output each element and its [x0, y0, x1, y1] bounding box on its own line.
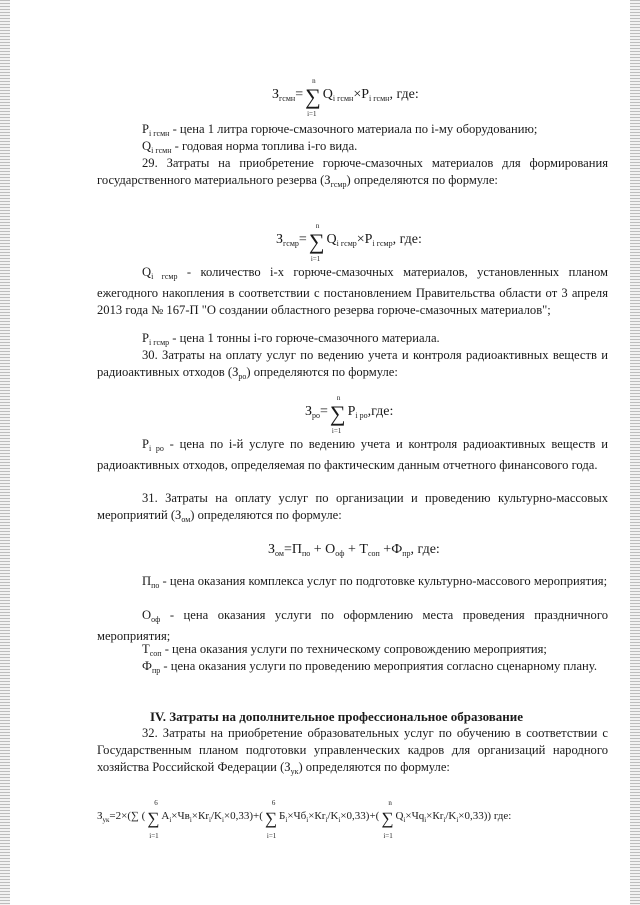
sum-symbol: ∑ n i=1 [305, 77, 321, 118]
definition-p-po: $П_{по}$ - цена оказания комплекса услуг по подготовке культурно-массового мероприятия; [142, 574, 608, 590]
sum-symbol: ∑ 6 i=1 [264, 799, 278, 840]
formula-uk: $З_{ук}=2\times(\sum$ ( ∑ 6 i=1 $A_i\times Чв_i\times Кr_i/K_i\times 0,33)+$( ∑ 6 i=1 $Б_i\times Чб_i\times Кr_i/K_i\times 0,33)+$( ∑ n i=1 $Q_i\times Чq_i\times Кr_i/K_i\times 0,33$)) где: [97, 799, 512, 840]
definition-p-gsmr: $P_{i гсмр}$ - цена 1 тонны i-го горюче-смазочного материала. [142, 331, 440, 347]
formula-gsmn: $З_{гсмн}=\sum$ n i=1 $Q_{i гсмн}\times P_{i гсмн}$, где: [272, 77, 419, 118]
definition-q-gsmr: $Q_{i гсмр}$ - количество i-х горюче-смазочных материалов, установленных планом ежегодного накопления в соответствии с постановлением Правительства области от 3 апреля 2013 года № 167-П "О создании областного резерва горюче-смазочных материалов"; [97, 265, 608, 317]
definition-o-of: $О_{оф}$ - цена оказания услуги по оформлению места проведения праздничного мероприятия; [97, 608, 608, 643]
sum-symbol: ∑ n i=1 [329, 394, 346, 435]
paragraph-30: 30. Затраты на оплату услуг по ведению учета и контроля радиоактивных веществ и радиоактивных отходов $(З_{ро})$ определяются по формуле: [97, 348, 608, 381]
section-heading: IV. Затраты на дополнительное профессиональное образование [150, 709, 524, 724]
paragraph-32: 32. Затраты на приобретение образовательных услуг по обучению в соответствии с Государственным планом подготовки управленческих кадров для организаций народного хозяйства Российской Федерации $(З_{ук})$ определяются по формуле: [97, 726, 608, 776]
definition-t-sop: $Т_{соп}$ - цена оказания услуги по техническому сопровождению мероприятия; [142, 642, 547, 658]
definition-f-pr: $Ф_{пр}$ - цена оказания услуги по проведению мероприятия согласно сценарному плану. [142, 659, 597, 675]
definition-p-gsmn: $P_{i гсмн}$ - цена 1 литра горюче-смазочного материала по i-му оборудованию; [142, 122, 538, 138]
sum-symbol: ∑ n i=1 [308, 222, 325, 263]
definition-q-gsmn: $Q_{i гсмн}$ - годовая норма топлива i-го вида. [142, 139, 358, 155]
paragraph-29: 29. Затраты на приобретение горюче-смазочных материалов для формирования государственного материального резерва $(З_{гсмр})$ определяются по формуле: [97, 156, 608, 189]
formula-ro: $З_{ро}=\sum$ n i=1 $P_{i ро},где$: [305, 394, 394, 435]
sum-symbol: ∑ n i=1 [381, 799, 394, 840]
sum-symbol: ∑ 6 i=1 [147, 799, 160, 840]
formula-gsmr: $З_{гсмр}=\sum$ n i=1 $Q_{i гсмр}\times P_{i гсмр}$, где: [276, 222, 422, 263]
definition-p-ro: $P_{i ро}$ - цена по i-й услуге по ведению учета и контроля радиоактивных веществ и радиоактивных отходов, определяемая по фактическим данным отчетного финансового года. [97, 437, 608, 472]
paragraph-31: 31. Затраты на оплату услуг по организации и проведению культурно-массовых мероприятий $(З_{ом})$ определяются по формуле: [97, 491, 608, 524]
formula-om: $З_{ом}=П_{по} + О_{оф} + Т_{соп} +Ф_{пр}$, где: [268, 542, 440, 558]
